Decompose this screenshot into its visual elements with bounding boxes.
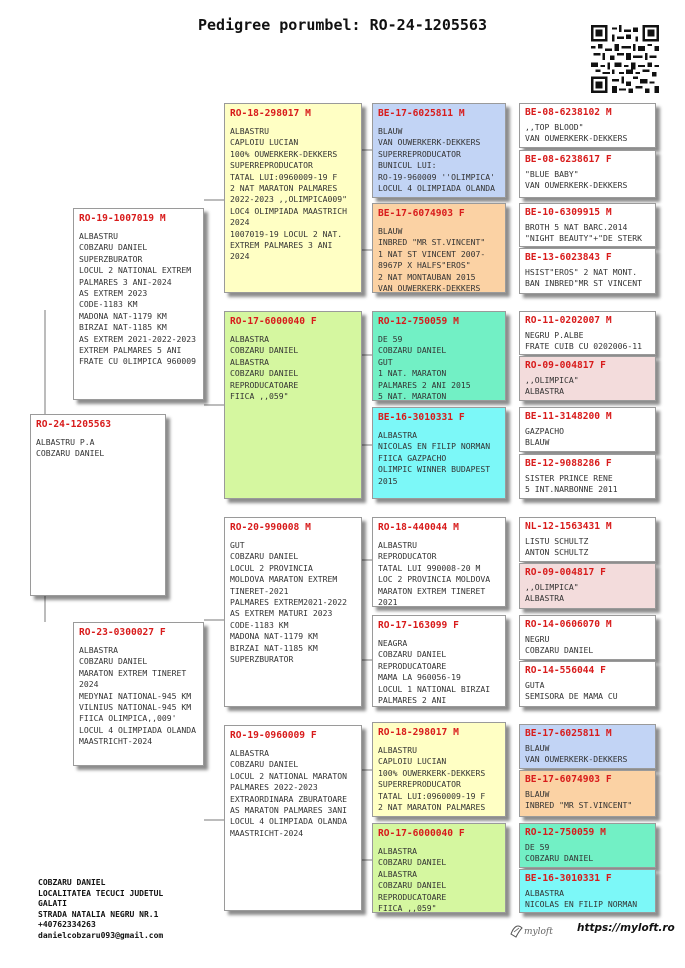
pigeon-details: HSIST"EROS" 2 NAT MONT. BAN INBRED"MR ST VINCENT bbox=[525, 267, 642, 289]
pedigree-card-g5-4[interactable] bbox=[519, 248, 656, 294]
pigeon-details: ,,OLIMPICA" ALBASTRA bbox=[525, 582, 579, 604]
pedigree-card-g4-3[interactable] bbox=[372, 311, 506, 401]
pedigree-card-g5-3[interactable] bbox=[519, 203, 656, 247]
ring-number: RO-18-298017 M bbox=[378, 727, 459, 738]
pigeon-details: ALBASTRU P.A COBZARU DANIEL bbox=[36, 437, 105, 459]
pigeon-details: ALBASTRU REPRODUCATOR TATAL LUI 990008-20 M LOC 2 PROVINCIA MOLDOVA MARATON EXTREM TINERET 2021 bbox=[378, 540, 491, 607]
page-title: Pedigree porumbel: RO-24-1205563 bbox=[198, 16, 487, 34]
ring-number: RO-18-298017 M bbox=[230, 108, 311, 119]
pigeon-details: NEAGRA COBZARU DANIEL REPRODUCATOARE MAMA LA 960056-19 LOCUL 1 NATIONAL BIRZAI PALMARES 2 ANI bbox=[378, 638, 491, 706]
ring-number: BE-17-6074903 F bbox=[378, 208, 465, 219]
pedigree-card-g5-1[interactable] bbox=[519, 103, 656, 148]
pigeon-details: ALBASTRA COBZARU DANIEL ALBASTRA COBZARU DANIEL REPRODUCATOARE FIICA ,,059" bbox=[230, 334, 299, 402]
ring-number: RO-17-163099 F bbox=[378, 620, 459, 631]
ring-number: RO-17-6000040 F bbox=[378, 828, 465, 839]
ring-number: RO-11-0202007 M bbox=[525, 315, 612, 326]
ring-number: BE-17-6025811 M bbox=[525, 728, 612, 739]
ring-number: RO-24-1205563 bbox=[36, 419, 112, 430]
pigeon-details: ,,TOP BLOOD" VAN OUWERKERK-DEKKERS bbox=[525, 122, 628, 144]
pedigree-card-g5-11[interactable] bbox=[519, 615, 656, 660]
pigeon-details: NEGRU P.ALBE FRATE CUIB CU 0202006-11 bbox=[525, 330, 642, 352]
pigeon-details: DE 59 COBZARU DANIEL bbox=[525, 842, 594, 864]
pedigree-card-g5-14[interactable] bbox=[519, 770, 656, 817]
pedigree-card-g5-6[interactable] bbox=[519, 356, 656, 401]
pigeon-details: ALBASTRA COBZARU DANIEL ALBASTRA COBZARU DANIEL REPRODUCATOARE FIICA ,,059" bbox=[378, 846, 447, 913]
website-link[interactable]: https://myloft.ro bbox=[577, 922, 675, 934]
pigeon-details: ALBASTRA NICOLAS EN FILIP NORMAN FIICA GAZPACHO OLIMPIC WINNER BUDAPEST 2015 bbox=[378, 430, 491, 486]
pedigree-card-g5-13[interactable] bbox=[519, 724, 656, 769]
ring-number: BE-10-6309915 M bbox=[525, 207, 612, 218]
pedigree-card-g4-8[interactable] bbox=[372, 823, 506, 913]
pigeon-details: "BLUE BABY" VAN OUWERKERK-DEKKERS bbox=[525, 169, 628, 191]
ring-number: RO-14-0606070 M bbox=[525, 619, 612, 630]
pigeon-details: ALBASTRA COBZARU DANIEL LOCUL 2 NATIONAL MARATON PALMARES 2022-2023 EXTRAORDINARA ZBURATOARE AS MARATON PALMARES 3ANI LOCUL 4 OLIMPIADA OLANDA MAASTRICHT-2024 bbox=[230, 748, 347, 838]
pigeon-details: GAZPACHO BLAUW bbox=[525, 426, 564, 448]
ring-number: BE-16-3010331 F bbox=[378, 412, 465, 423]
ring-number: RO-18-440044 M bbox=[378, 522, 459, 533]
pigeon-details: BROTH 5 NAT BARC.2014 "NIGHT BEAUTY"+"DE STERK bbox=[525, 222, 642, 244]
pigeon-details: LISTU SCHULTZ ANTON SCHULTZ bbox=[525, 536, 589, 558]
ring-number: RO-17-6000040 F bbox=[230, 316, 317, 327]
pedigree-card-sire-dam[interactable] bbox=[224, 311, 362, 499]
ring-number: BE-12-9088286 F bbox=[525, 458, 612, 469]
pedigree-card-g4-4[interactable] bbox=[372, 407, 506, 499]
pigeon-details: ,,OLIMPICA" ALBASTRA bbox=[525, 375, 579, 397]
ring-number: BE-17-6074903 F bbox=[525, 774, 612, 785]
pigeon-details: ALBASTRU CAPLOIU LUCIAN 100% OUWERKERK-DEKKERS SUPERREPRODUCATOR TATAL LUI:0960009-19 F 2 NAT MARATON PALMARES 2022-2023 ,,OLIMPICA009" LOC4 OLIMPIADA MAASTRICH 2024 1007019-19 LOCUL 2 NAT. EXTREM PALMARES 3 ANI 2024 bbox=[230, 126, 347, 262]
ring-number: BE-13-6023843 F bbox=[525, 252, 612, 263]
ring-number: RO-20-990008 M bbox=[230, 522, 311, 533]
ring-number: BE-08-6238102 M bbox=[525, 107, 612, 118]
pigeon-details: NEGRU COBZARU DANIEL bbox=[525, 634, 594, 656]
ring-number: RO-09-004817 F bbox=[525, 360, 606, 371]
pigeon-details: BLAUW INBRED "MR ST.VINCENT" bbox=[525, 789, 633, 811]
pedigree-card-g5-8[interactable] bbox=[519, 454, 656, 499]
ring-number: BE-17-6025811 M bbox=[378, 108, 465, 119]
pedigree-card-g4-7[interactable] bbox=[372, 722, 506, 817]
pedigree-card-sire-sire[interactable] bbox=[224, 103, 362, 293]
pigeon-details: ALBASTRA COBZARU DANIEL MARATON EXTREM TINERET 2024 MEDYNAI NATIONAL-945 KM VILNIUS NATIONAL-945 KM FIICA OLIMPICA,,009' LOCUL 4 OLIMPIADA OLANDA MAASTRICHT-2024 bbox=[79, 645, 196, 747]
myloft-logo bbox=[508, 920, 568, 940]
ring-number: RO-19-0960009 F bbox=[230, 730, 317, 741]
pigeon-details: GUTA SEMISORA DE MAMA CU bbox=[525, 680, 618, 702]
pigeon-details: SISTER PRINCE RENE 5 INT.NARBONNE 2011 bbox=[525, 473, 618, 495]
pedigree-card-g5-9[interactable] bbox=[519, 517, 656, 562]
pedigree-card-g4-1[interactable] bbox=[372, 103, 506, 198]
pedigree-card-g5-12[interactable] bbox=[519, 661, 656, 707]
pigeon-details: BLAUW INBRED "MR ST.VINCENT" 1 NAT ST VINCENT 2007- 8967P X HALFS"EROS" 2 NAT MONTAUBAN 2015 VAN OUWERKERK-DEKKERS bbox=[378, 226, 486, 293]
pedigree-card-g4-2[interactable] bbox=[372, 203, 506, 293]
pigeon-details: BLAUW VAN OUWERKERK-DEKKERS bbox=[525, 743, 628, 765]
pigeon-details: ALBASTRA NICOLAS EN FILIP NORMAN bbox=[525, 888, 638, 910]
pedigree-card-g5-2[interactable] bbox=[519, 150, 656, 198]
ring-number: RO-14-556044 F bbox=[525, 665, 606, 676]
pedigree-card-dam-sire[interactable] bbox=[224, 517, 362, 707]
ring-number: RO-19-1007019 M bbox=[79, 213, 166, 224]
ring-number: BE-16-3010331 F bbox=[525, 873, 612, 884]
ring-number: BE-11-3148200 M bbox=[525, 411, 612, 422]
ring-number: RO-12-750059 M bbox=[378, 316, 459, 327]
pedigree-card-g5-16[interactable] bbox=[519, 869, 656, 913]
pedigree-card-g4-5[interactable] bbox=[372, 517, 506, 607]
ring-number: RO-12-750059 M bbox=[525, 827, 606, 838]
pedigree-card-subject[interactable] bbox=[30, 414, 166, 596]
pedigree-card-g4-6[interactable] bbox=[372, 615, 506, 707]
ring-number: RO-09-004817 F bbox=[525, 567, 606, 578]
pedigree-card-dam[interactable] bbox=[73, 622, 204, 766]
pedigree-card-sire[interactable] bbox=[73, 208, 204, 400]
logo-text: myloft bbox=[524, 927, 553, 937]
pigeon-details: DE 59 COBZARU DANIEL GUT 1 NAT. MARATON PALMARES 2 ANI 2015 5 NAT. MARATON bbox=[378, 334, 471, 401]
pedigree-card-g5-5[interactable] bbox=[519, 311, 656, 355]
pigeon-details: ALBASTRU CAPLOIU LUCIAN 100% OUWERKERK-DEKKERS SUPERREPRODUCATOR TATAL LUI:0960009-19 F 2 NAT MARATON PALMARES bbox=[378, 745, 486, 813]
ring-number: BE-08-6238617 F bbox=[525, 154, 612, 165]
ring-number: NL-12-1563431 M bbox=[525, 521, 612, 532]
pedigree-card-dam-dam[interactable] bbox=[224, 725, 362, 911]
pedigree-card-g5-10[interactable] bbox=[519, 563, 656, 609]
ring-number: RO-23-0300027 F bbox=[79, 627, 166, 638]
pedigree-card-g5-7[interactable] bbox=[519, 407, 656, 452]
owner-contact: COBZARU DANIEL LOCALITATEA TECUCI JUDETUL GALATI STRADA NATALIA NEGRU NR.1 +40762334263 danielcobzaru093@gmail.com bbox=[38, 878, 164, 940]
pigeon-details: BLAUW VAN OUWERKERK-DEKKERS SUPERREPRODUCATOR BUNICUL LUI: RO-19-960009 ''OLIMPICA' LOCUL 4 OLIMPIADA OLANDA bbox=[378, 126, 495, 194]
pedigree-card-g5-15[interactable] bbox=[519, 823, 656, 868]
pigeon-details: ALBASTRU COBZARU DANIEL SUPERZBURATOR LOCUL 2 NATIONAL EXTREM PALMARES 3 ANI-2024 AS EXTREM 2023 CODE-1183 KM MADONA NAT-1179 KM BIRZAI NAT-1185 KM AS EXTREM 2021-2022-2023 EXTREM PALMARES 5 ANI FRATE CU 0LIMPICA 960009 bbox=[79, 231, 196, 367]
pigeon-details: GUT COBZARU DANIEL LOCUL 2 PROVINCIA MOLDOVA MARATON EXTREM TINERET-2021 PALMARES EXTREM2021-2022 AS EXTREM MATURI 2023 CODE-1183 KM MADONA NAT-1179 KM BIRZAI NAT-1185 KM SUPERZBURATOR bbox=[230, 540, 347, 665]
